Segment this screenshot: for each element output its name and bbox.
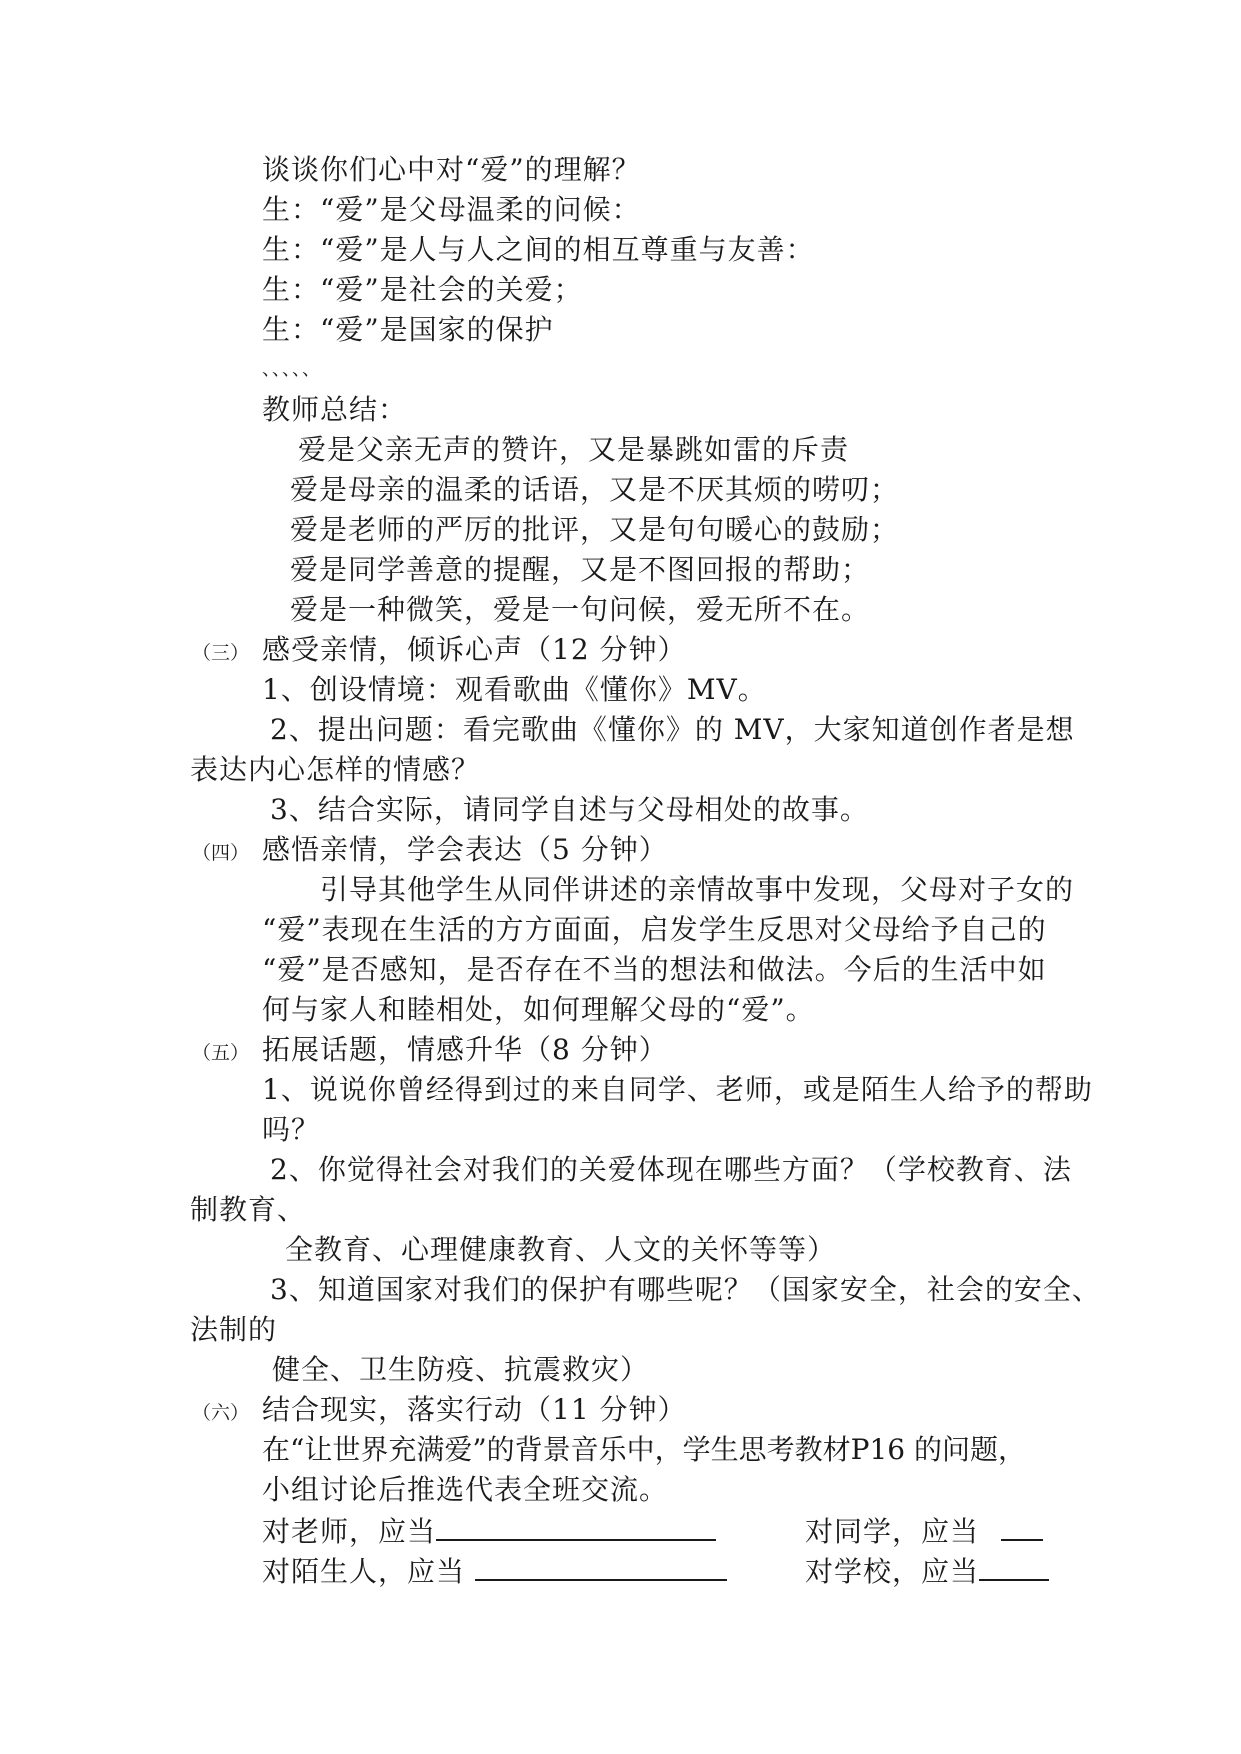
section-heading-3 (192, 630, 687, 670)
text-line: “爱”表现在生活的方方面面，启发学生反思对父母给予自己的 (262, 913, 1047, 946)
section-number: （五） (192, 1042, 250, 1064)
fill-label: 对陌生人，应当 (262, 1555, 466, 1588)
fill-label: 对同学，应当 (805, 1515, 980, 1548)
text-line: 1、创设情境：观看歌曲《懂你》MV。 (262, 673, 767, 706)
text-line: 吗？ (262, 1113, 321, 1146)
text-line: 法制的 (190, 1313, 278, 1346)
fill-label: 对学校，应当 (805, 1555, 980, 1588)
section-heading-4 (192, 830, 668, 870)
text-line: 全教育、心理健康教育、人文的关怀等等） (285, 1233, 837, 1266)
text-line: 谈谈你们心中对“爱”的理解？ (262, 153, 641, 186)
text-line: 爱是父亲无声的赞许，又是暴跳如雷的斥责 (298, 433, 850, 466)
text-line: 健全、卫生防疫、抗震救灾） (272, 1353, 650, 1386)
section-title: 感受亲情，倾诉心声（12 分钟） (262, 633, 687, 666)
text-line: 爱是同学善意的提醒，又是不图回报的帮助； (290, 553, 871, 586)
answer-blank-classmate[interactable] (1001, 1513, 1043, 1541)
text-line: 1、说说你曾经得到过的来自同学、老师，或是陌生人给予的帮助 (262, 1073, 1093, 1106)
section-number: （六） (192, 1402, 250, 1424)
fill-school (805, 1552, 1049, 1592)
section-number: （四） (192, 842, 250, 864)
text-line: 小组讨论后推选代表全班交流。 (262, 1473, 669, 1506)
section-title: 感悟亲情，学会表达（5 分钟） (262, 833, 668, 866)
fill-teacher (262, 1512, 716, 1552)
answer-blank-teacher[interactable] (436, 1513, 716, 1541)
text-line: 爱是一种微笑，爱是一句问候，爱无所不在。 (290, 593, 871, 626)
text-line: 3、知道国家对我们的保护有哪些呢？（国家安全，社会的安全、 (270, 1273, 1101, 1306)
text-line: 3、结合实际，请同学自述与父母相处的故事。 (270, 793, 869, 826)
fill-classmate (805, 1512, 1043, 1552)
section-title: 结合现实，落实行动（11 分钟） (262, 1393, 687, 1426)
fill-stranger (262, 1552, 727, 1592)
answer-blank-school[interactable] (979, 1553, 1049, 1581)
text-line: 、、、、、 (262, 359, 321, 380)
text-line: 2、提出问题：看完歌曲《懂你》的 MV，大家知道创作者是想 (270, 713, 1075, 746)
text-line: 生：“爱”是人与人之间的相互尊重与友善： (262, 233, 815, 266)
section-heading-5 (192, 1030, 668, 1070)
section-number: （三） (192, 642, 250, 664)
text-line: 生：“爱”是社会的关爱； (262, 273, 583, 306)
text-line: 表达内心怎样的情感？ (190, 753, 481, 786)
text-line: 2、你觉得社会对我们的关爱体现在哪些方面？（学校教育、法 (270, 1153, 1072, 1186)
section-heading-6 (192, 1390, 687, 1430)
text-line: 生：“爱”是父母温柔的问候： (262, 193, 641, 226)
text-line: 制教育、 (190, 1193, 307, 1226)
text-line: 在“让世界充满爱”的背景音乐中，学生思考教材P16 的问题， (262, 1433, 1027, 1466)
text-line: 引导其他学生从同伴讲述的亲情故事中发现，父母对子女的 (320, 873, 1075, 906)
text-line: 何与家人和睦相处，如何理解父母的“爱”。 (262, 993, 815, 1026)
text-line: “爱”是否感知，是否存在不当的想法和做法。今后的生活中如 (262, 953, 1047, 986)
fill-label: 对老师，应当 (262, 1515, 437, 1548)
section-title: 拓展话题，情感升华（8 分钟） (262, 1033, 668, 1066)
text-line: 爱是老师的严厉的批评，又是句句暖心的鼓励； (290, 513, 900, 546)
text-line: 爱是母亲的温柔的话语，又是不厌其烦的唠叨； (290, 473, 900, 506)
text-line: 生：“爱”是国家的保护 (262, 313, 554, 346)
answer-blank-stranger[interactable] (475, 1553, 727, 1581)
text-line: 教师总结： (262, 393, 408, 426)
